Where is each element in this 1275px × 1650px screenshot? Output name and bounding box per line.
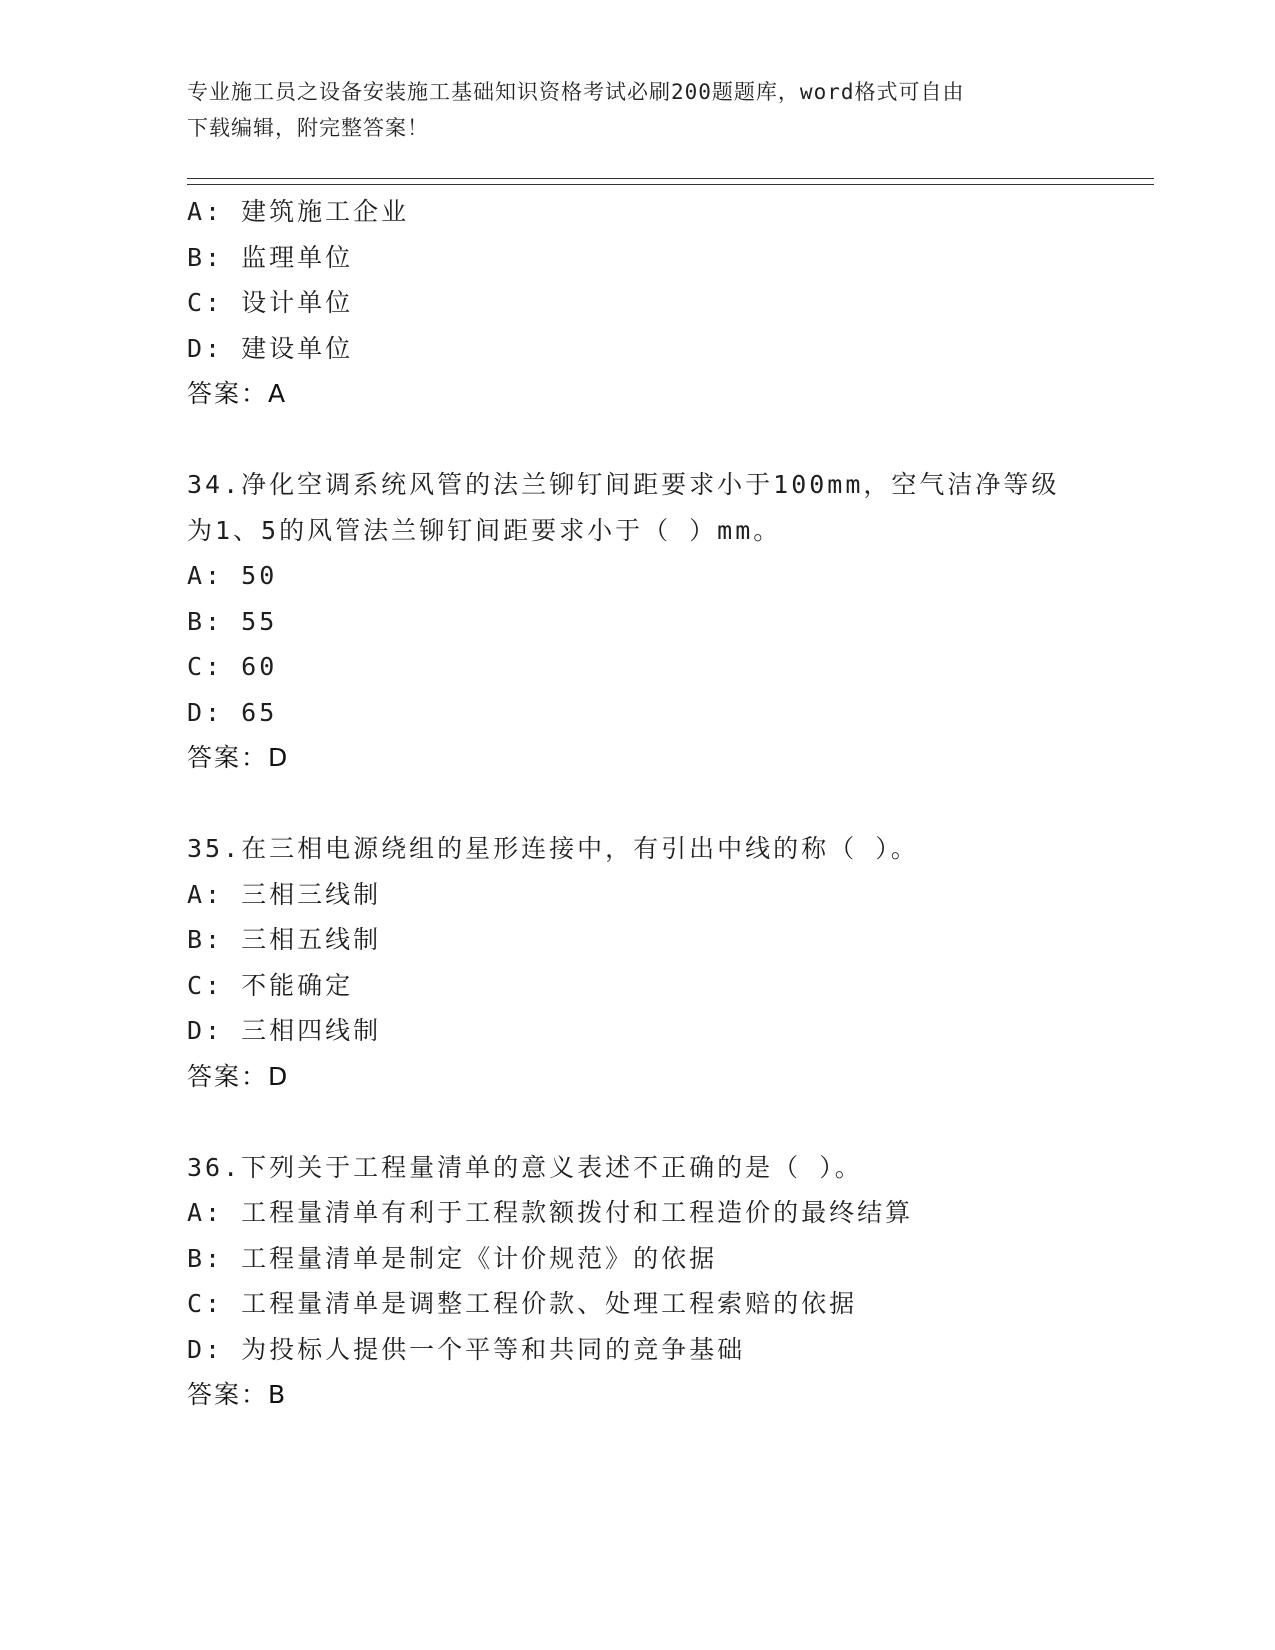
option-d: D: 三相四线制 bbox=[187, 1016, 382, 1045]
header-title-line-1: 专业施工员之设备安装施工基础知识资格考试必刷200题题库，word格式可自由 bbox=[187, 80, 965, 104]
answer-label: 答案：A bbox=[187, 379, 288, 408]
option-d: D: 建设单位 bbox=[187, 333, 354, 363]
option-a: A: 建筑施工企业 bbox=[187, 197, 410, 226]
option-c: C: 不能确定 bbox=[187, 970, 354, 1000]
header-double-rule bbox=[187, 178, 1154, 185]
question-stem-line-1: 36.下列关于工程量清单的意义表述不正确的是（ ）。 bbox=[187, 1152, 863, 1182]
question-stem-line-1: 35.在三相电源绕组的星形连接中，有引出中线的称（ ）。 bbox=[187, 834, 919, 863]
question-list bbox=[187, 189, 1154, 1418]
option-a: A: 工程量清单有利于工程款额拨付和工程造价的最终结算 bbox=[187, 1198, 914, 1227]
question-33-block bbox=[187, 189, 1154, 417]
document-header bbox=[187, 74, 1067, 146]
spacer bbox=[187, 1099, 1154, 1145]
question-stem-line-1: 34.净化空调系统风管的法兰铆钉间距要求小于100mm，空气洁净等级 bbox=[187, 470, 1060, 499]
spacer bbox=[187, 781, 1154, 827]
spacer bbox=[187, 417, 1154, 463]
option-b: B: 工程量清单是制定《计价规范》的依据 bbox=[187, 1243, 718, 1273]
option-c: C: 60 bbox=[187, 652, 278, 681]
answer-label: 答案：D bbox=[187, 743, 290, 772]
question-35-block bbox=[187, 826, 1154, 1099]
question-stem-line-2: 为1、5的风管法兰铆钉间距要求小于（ ）mm。 bbox=[187, 515, 782, 545]
answer-label: 答案：D bbox=[187, 1061, 290, 1091]
option-d: D: 为投标人提供一个平等和共同的竞争基础 bbox=[187, 1334, 746, 1364]
option-a: A: 三相三线制 bbox=[187, 879, 382, 909]
option-c: C: 设计单位 bbox=[187, 288, 354, 317]
option-d: D: 65 bbox=[187, 697, 278, 727]
option-b: B: 监理单位 bbox=[187, 242, 354, 272]
header-title-line-2: 下载编辑，附完整答案！ bbox=[187, 116, 429, 140]
option-c: C: 工程量清单是调整工程价款、处理工程索赔的依据 bbox=[187, 1289, 858, 1318]
answer-label: 答案：B bbox=[187, 1380, 288, 1409]
question-34-block bbox=[187, 462, 1154, 781]
option-b: B: 三相五线制 bbox=[187, 925, 382, 954]
option-b: B: 55 bbox=[187, 606, 278, 636]
question-36-block bbox=[187, 1145, 1154, 1418]
option-a: A: 50 bbox=[187, 561, 278, 590]
